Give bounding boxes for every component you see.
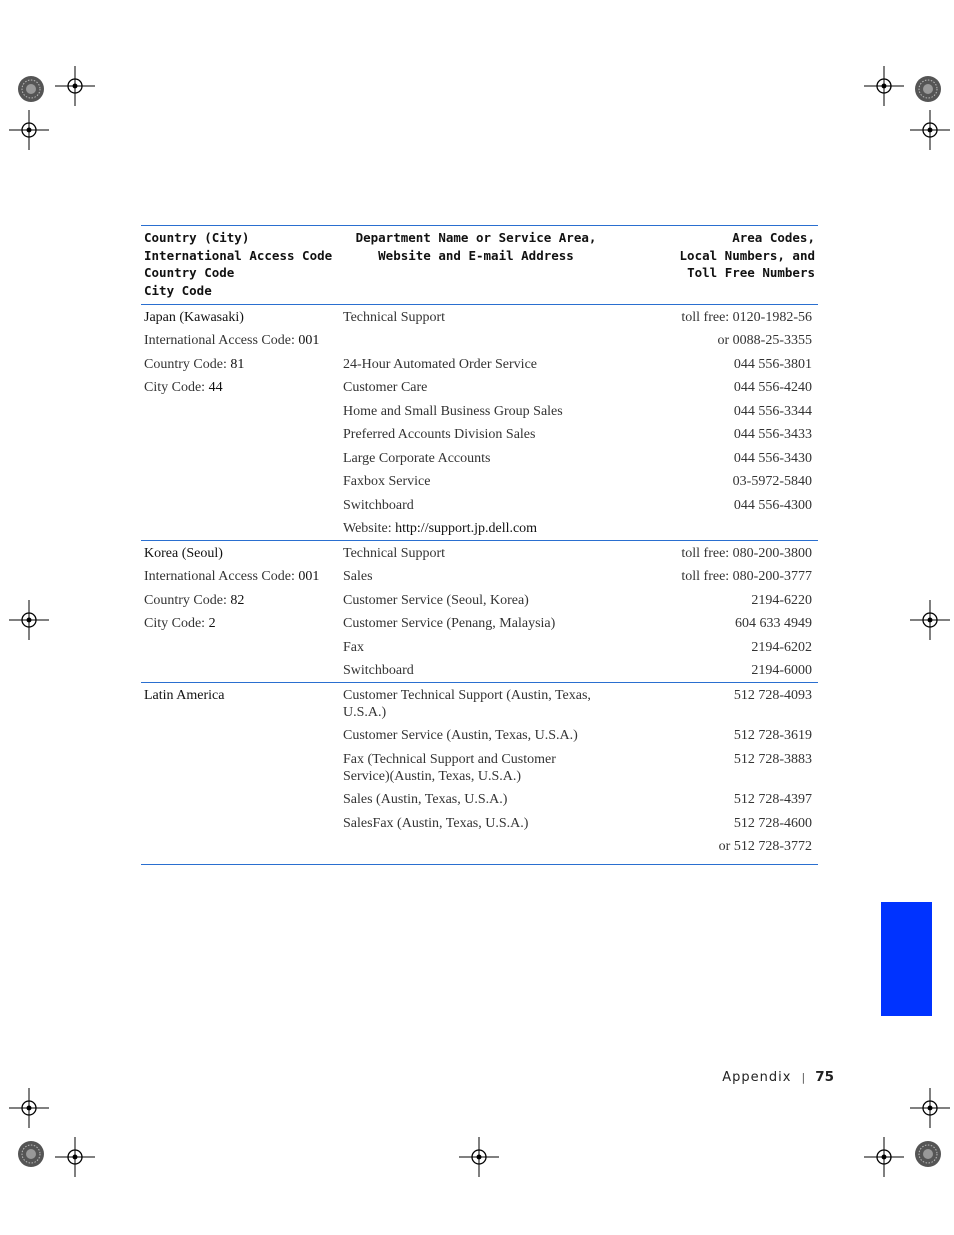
table-row [141, 612, 818, 636]
registration-mark-bottom-right-2 [864, 1137, 904, 1177]
table-row [141, 493, 818, 517]
table-row [141, 835, 818, 865]
table-row [141, 352, 818, 376]
service-name: Technical Support [339, 541, 613, 565]
table-row [141, 305, 818, 329]
service-name: Technical Support [339, 305, 613, 329]
footer-section-label: Appendix [722, 1069, 792, 1085]
header-numbers: Area Codes, Local Numbers, and Toll Free Numbers [679, 230, 815, 280]
registration-mark-bottom-right-1 [910, 1088, 950, 1128]
service-name: Fax (Technical Support and Customer Service)(Austin, Texas, U.S.A.) [343, 751, 556, 784]
registration-mark-top-right-2 [910, 110, 950, 150]
service-name: SalesFax (Austin, Texas, U.S.A.) [343, 815, 529, 831]
website-entry: Website: http://support.jp.dell.com [343, 521, 538, 536]
phone-number: 2194-6202 [751, 639, 812, 655]
section-tab [881, 902, 932, 1016]
country-code: Country Code: 82 [144, 592, 245, 608]
table-row [141, 724, 818, 748]
header-department: Department Name or Service Area, Website and E-mail Address [355, 230, 597, 263]
table-row [141, 565, 818, 589]
service-name: Customer Service (Seoul, Korea) [343, 592, 529, 608]
registration-mark-top-left-1 [55, 66, 95, 106]
star-target-bottom-left [16, 1139, 46, 1169]
table-row [141, 446, 818, 470]
service-name: Sales [343, 569, 373, 584]
phone-number: 604 633 4949 [735, 616, 812, 631]
website-link[interactable]: http://support.jp.dell.com [395, 521, 538, 536]
page-number: 75 [815, 1069, 834, 1085]
table-row [141, 329, 818, 353]
service-name: Preferred Accounts Division Sales [343, 427, 536, 442]
phone-number: toll free: 080-200-3800 [613, 541, 818, 565]
table-row [141, 541, 818, 565]
table-row [141, 635, 818, 659]
access-code: International Access Code: 001 [144, 569, 320, 584]
star-target-top-left [16, 74, 46, 104]
phone-number: toll free: 0120-1982-56 [613, 305, 818, 329]
registration-mark-bottom-left-2 [55, 1137, 95, 1177]
service-name: Customer Service (Austin, Texas, U.S.A.) [343, 728, 578, 743]
page-footer [722, 1067, 834, 1087]
phone-number: 512 728-4093 [613, 683, 818, 724]
access-code: International Access Code: 001 [144, 333, 320, 348]
service-name: Large Corporate Accounts [343, 450, 491, 466]
country-name: Korea (Seoul) [141, 541, 339, 565]
header-country: Country (City) International Access Code Country Code City Code [144, 230, 333, 298]
table-row [141, 788, 818, 812]
phone-number: 044 556-4300 [733, 497, 812, 513]
country-name: Japan (Kawasaki) [141, 305, 339, 329]
table-row [141, 747, 818, 788]
phone-number: 2194-6000 [751, 663, 812, 678]
footer-separator: | [801, 1070, 806, 1084]
service-name: Faxbox Service [343, 474, 431, 489]
table-row [141, 376, 818, 400]
phone-number: 2194-6220 [751, 592, 812, 608]
phone-number: toll free: 080-200-3777 [681, 569, 812, 584]
registration-mark-mid-right [910, 600, 950, 640]
service-name: Customer Service (Penang, Malaysia) [343, 616, 556, 631]
table-row [141, 399, 818, 423]
phone-number: 044 556-3801 [733, 356, 812, 372]
phone-number: 512 728-4600 [733, 815, 812, 831]
country-code: Country Code: 81 [144, 356, 245, 372]
table-row [141, 683, 818, 724]
phone-number: 512 728-3619 [733, 728, 812, 743]
phone-number: or 512 728-3772 [718, 839, 812, 854]
service-name: Fax [343, 639, 364, 655]
table-row [141, 811, 818, 835]
service-name: Switchboard [343, 497, 414, 513]
table-row [141, 659, 818, 683]
registration-mark-mid-left [9, 600, 49, 640]
contact-table [141, 225, 818, 865]
phone-number: 512 728-3883 [733, 751, 812, 767]
service-name: 24-Hour Automated Order Service [343, 356, 537, 372]
service-name: Customer Care [343, 380, 428, 395]
phone-number: 044 556-4240 [733, 380, 812, 395]
service-name: Sales (Austin, Texas, U.S.A.) [343, 792, 508, 807]
phone-number: 512 728-4397 [733, 792, 812, 807]
service-name [339, 329, 613, 353]
phone-number: 044 556-3430 [733, 450, 812, 466]
service-name: Switchboard [343, 663, 414, 678]
star-target-bottom-right [913, 1139, 943, 1169]
country-name: Latin America [141, 683, 339, 724]
table-header-row [141, 226, 818, 305]
registration-mark-bottom-left-1 [9, 1088, 49, 1128]
phone-number: 03-5972-5840 [732, 474, 812, 489]
star-target-top-right [913, 74, 943, 104]
city-code: City Code: 44 [144, 380, 223, 395]
city-code: City Code: 2 [144, 616, 216, 631]
service-name [339, 835, 613, 865]
service-name: Home and Small Business Group Sales [343, 403, 563, 419]
table-row [141, 423, 818, 447]
phone-number: 044 556-3344 [733, 403, 812, 419]
phone-number: 044 556-3433 [733, 427, 812, 442]
registration-mark-top-right-1 [864, 66, 904, 106]
table-row [141, 517, 818, 541]
phone-number: or 0088-25-3355 [717, 333, 812, 348]
table-row [141, 470, 818, 494]
registration-mark-bottom-center [459, 1137, 499, 1177]
service-name: Customer Technical Support (Austin, Texas, U.S.A.) [339, 683, 613, 724]
registration-mark-top-left-2 [9, 110, 49, 150]
table-row [141, 588, 818, 612]
